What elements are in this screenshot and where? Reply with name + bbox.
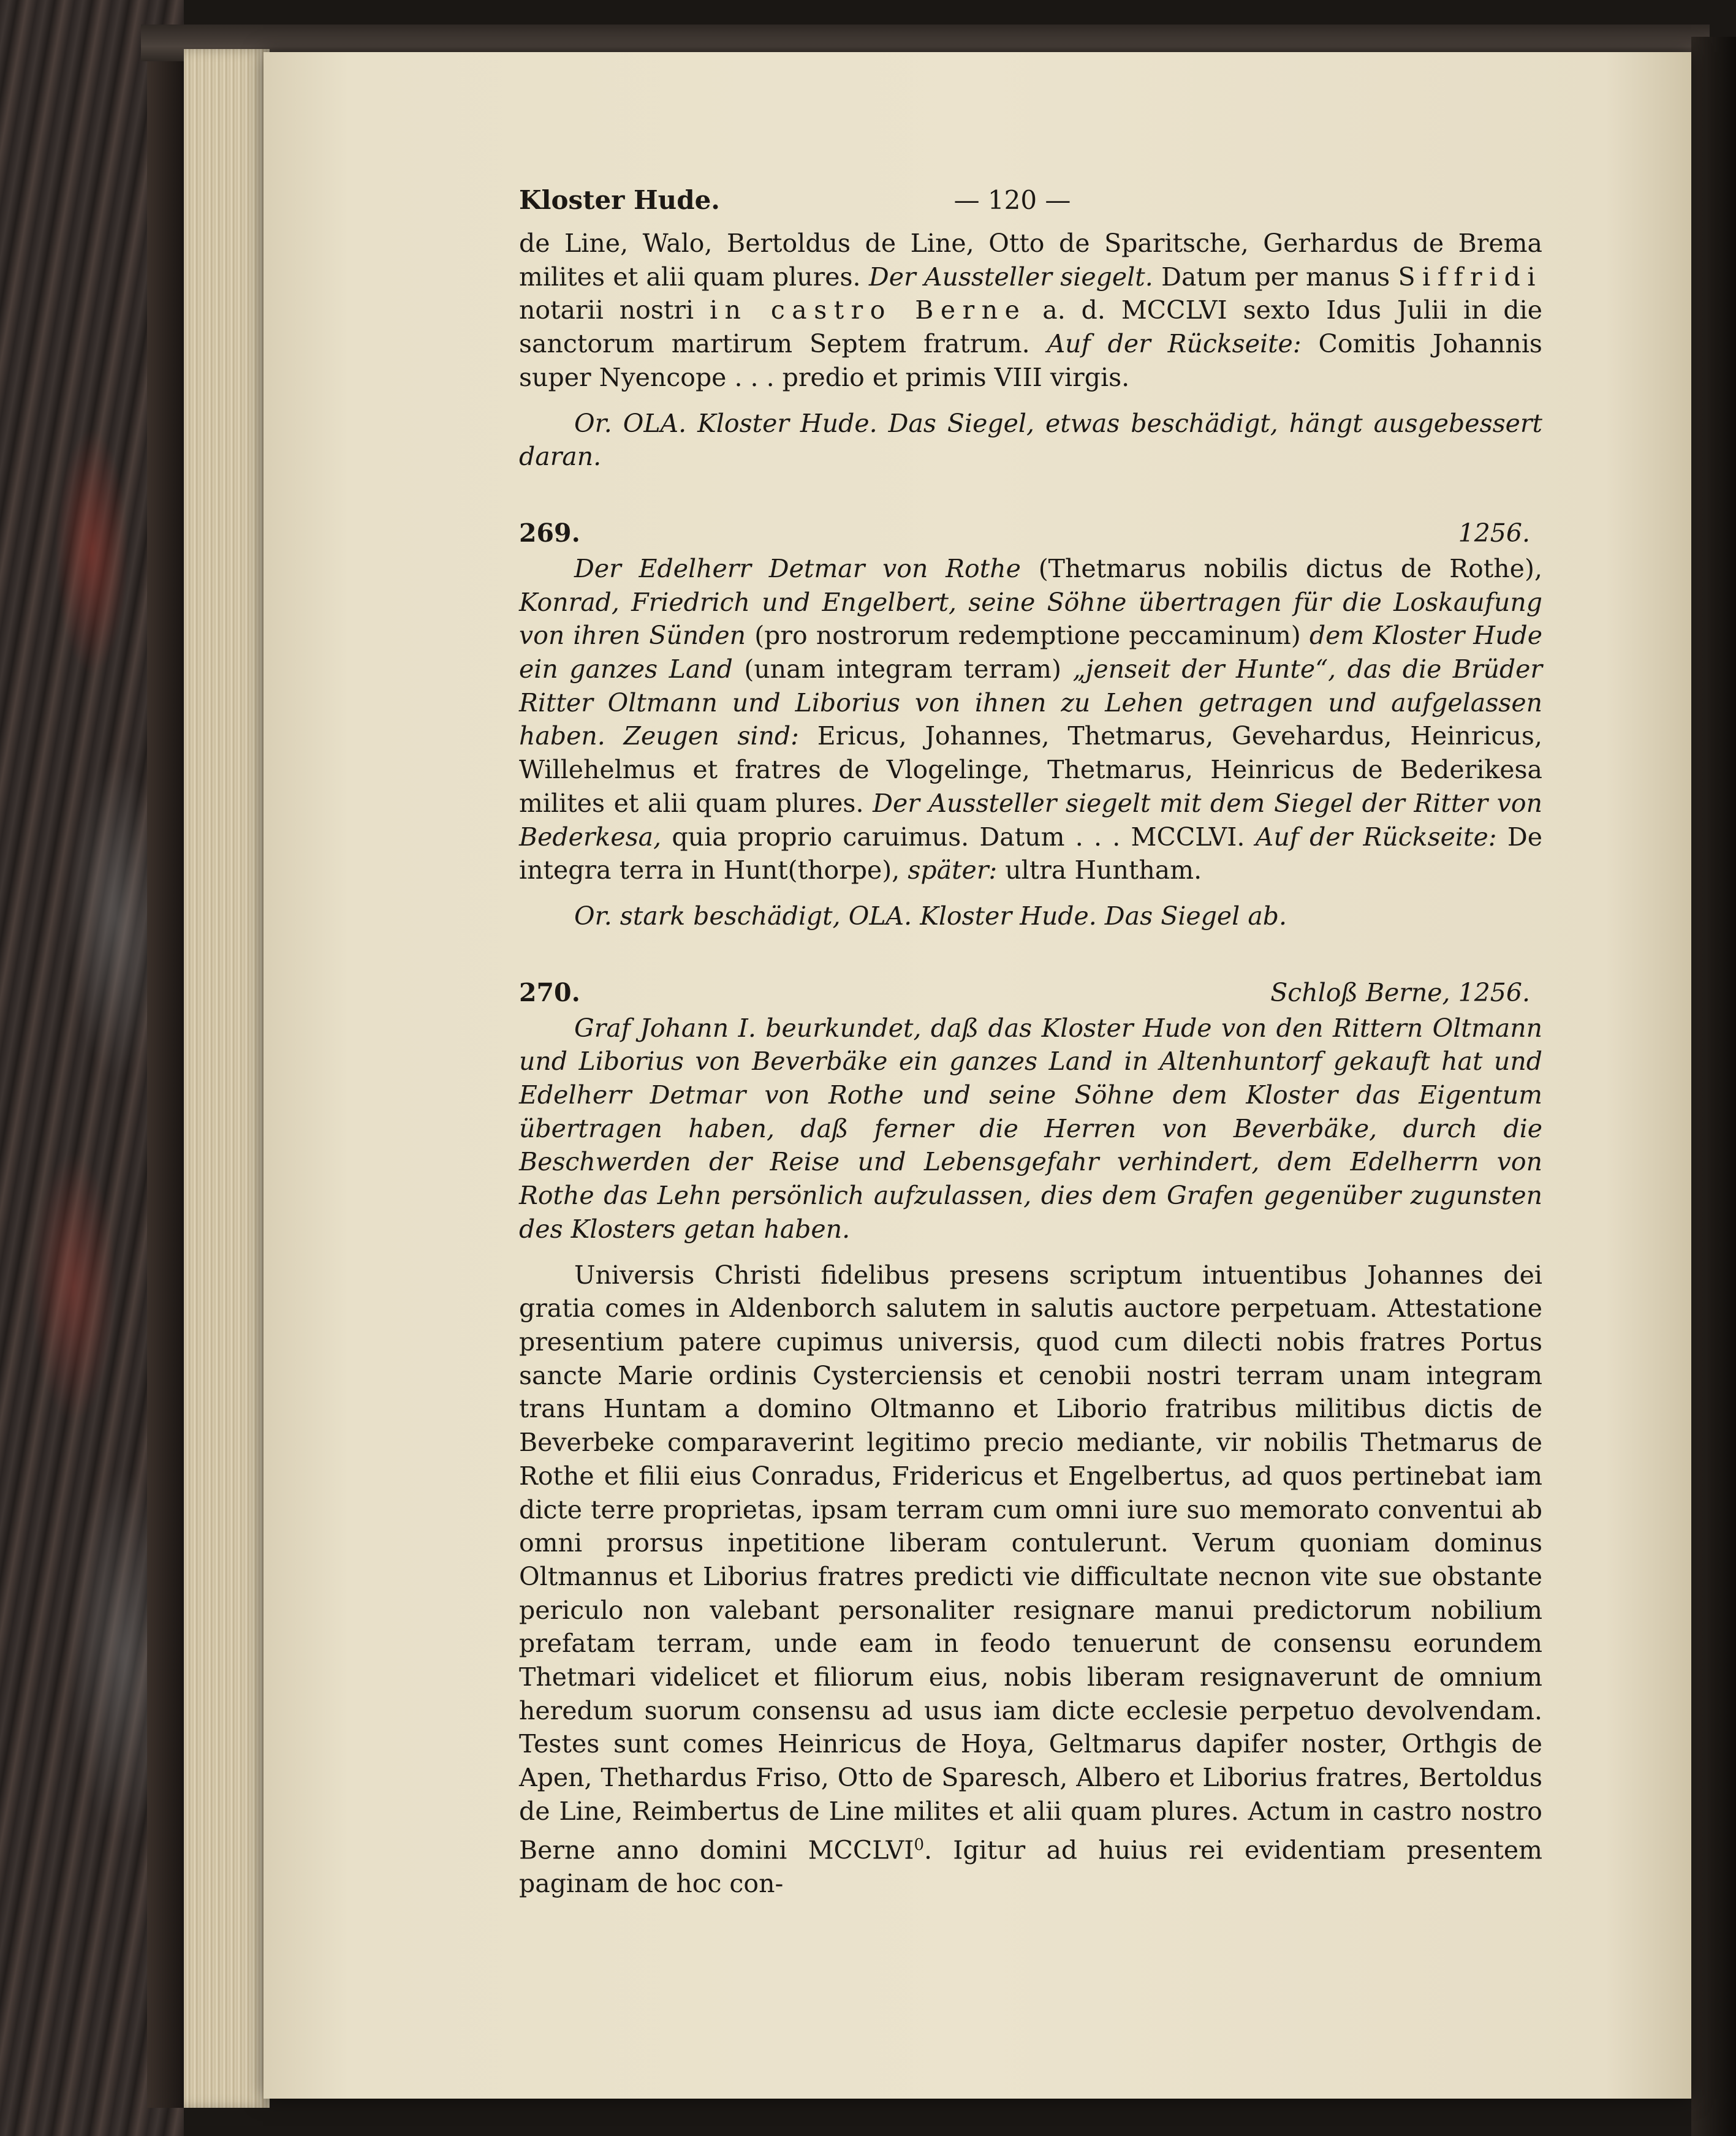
doc269-source-note: Or. stark beschädigt, OLA. Kloster Hude. Das Siegel ab. [574,901,1287,931]
doc270-heading [519,976,1542,1012]
doc270-date: Schloß Berne, 1256. [1270,977,1530,1007]
doc268-source-note: Or. OLA. Kloster Hude. Das Siegel, etwas beschädigt, hängt ausgebessert daran. [519,408,1542,472]
doc269-heading [519,517,1542,552]
doc268-spaced-place: in castro Berne [709,295,1027,325]
doc269-r13: später: [908,855,998,885]
doc269-r9: Der Aussteller siegelt mit dem Siegel der Ritter von Bederkesa, [519,788,1542,852]
doc269-regest [519,552,1542,887]
doc268-text-4: a. d. MCCLVI sexto Idus Julii in die sanctorum martirum Septem fratrum. [519,295,1542,359]
doc270-text-sup: 0 [914,1835,925,1854]
doc270-text [519,1259,1542,1901]
doc268-text-1: de Line, Walo, Bertoldus de Line, Otto de Sparitsche, Gerhardus de Brema milites et alii quam plures. [519,229,1542,292]
page-content [519,184,1542,1901]
doc269-r10: quia proprio caruimus. Datum . . . MCCLVI. [672,822,1245,852]
doc269-number: 269. [519,518,580,548]
doc269-r4: (pro nostrorum redemptione peccaminum) [754,621,1301,651]
doc269-r11: Auf der Rückseite: [1255,822,1497,852]
doc269-r6: (unam integram terram) [744,654,1061,684]
doc269-r14: ultra Huntham. [1005,855,1202,885]
doc269-date: 1256. [1458,518,1530,548]
doc269-r12: De integra terra in Hunt(thorpe), [519,822,1542,885]
doc269-r7: „jenseit der Hunte“, das die Brüder Ritter Oltmann und Liborius von ihnen zu Lehen getragen und aufgelassen haben. Zeugen sind: [519,654,1542,751]
doc268-text [519,227,1542,395]
doc270-text-b: . Igitur ad huius rei evidentiam presentem paginam de hoc con- [519,1835,1542,1898]
doc269-r2: (Thetmarus nobilis dictus de Rothe), [1038,553,1542,583]
running-title: Kloster Hude. [519,185,720,215]
doc268-spaced-name: Siffridi [1398,262,1542,292]
page-number: — 120 — [953,185,1071,215]
doc270-text-a: Universis Christi fidelibus presens scriptum intuentibus Johannes dei gratia comes in Aldenborch salutem in salutis auctore perpetuam. Attestatione presentium patere cupimus universis, quod cum dilecti nobis fratres Portus sancte Marie ordinis Cysterciensis et cenobii nostri terram unam integram trans Huntam a domino Oltmanno et Liborio fratribus militibus dictis de Beverbeke comparaverint legitimo precio mediante, vir nobilis Thetmarus de Rothe et filii eius Conradus, Fridericus et Engelbertus, ad quos pertinebat iam dicte terre proprietas, ipsam terram cum omni iure suo memorato conventui ab omni prorsus inpetitione liberam contulerunt. Verum quoniam dominus Oltmannus et Liborius fratres predicti vie difficultate necnon vite sue obstante periculo non valebant personaliter resignare manui predictorum nobilium prefatam terram, unde eam in feodo tenuerunt de consensu eorundem Thetmari videlicet et filiorum eius, nobis liberam resignaverunt de omnium heredum suorum consensu ad usus iam dicte ecclesie perpetuo devolvendam. Testes sunt comes Heinricus de Hoya, Geltmarus dapifer noster, Orthgis de Apen, Thethardus Friso, Otto de Sparesch, Albero et Liborius fratres, Bertoldus de Line, Reimbertus de Line milites et alii quam plures. Actum in castro nostro Berne anno domini MCCLVI [519,1260,1542,1865]
doc268-text-3: notarii nostri [519,295,694,325]
doc268-seal-note: Der Aussteller siegelt. [868,262,1153,292]
page-stack-edges [184,49,270,2108]
doc269-r8: Ericus, Johannes, Thetmarus, Gevehardus, Heinricus, Willehelmus et fratres de Vlogelinge, Thetmarus, Heinricus de Bederikesa milites et alii quam plures. [519,721,1542,818]
doc268-text-2: Datum per manus [1161,262,1390,292]
doc269-r1: Der Edelherr Detmar von Rothe [574,553,1021,583]
doc268-dorsal-label: Auf der Rückseite: [1047,329,1302,359]
doc269-r3: Konrad, Friedrich und Engelbert, seine Söhne übertragen für die Loskaufung von ihren Sünden [519,587,1542,651]
page-header [519,184,1542,227]
doc269-r5: dem Kloster Hude ein ganzes Land [519,621,1542,684]
doc270-number: 270. [519,977,580,1007]
doc270-regest: Graf Johann I. beurkundet, daß das Kloster Hude von den Rittern Oltmann und Liborius von Beverbäke ein ganzes Land in Altenhuntorf gekauft hat und Edelherr Detmar von Rothe und seine Söhne dem Kloster das Eigentum übertragen haben, daß ferner die Herren von Beverbäke, durch die Beschwerden der Reise und Lebensgefahr verhindert, dem Edelherrn von Rothe das Lehn persönlich aufzulassen, dies dem Grafen gegenüber zugunsten des Klosters getan haben. [519,1013,1542,1244]
doc268-dorsal-text: Comitis Johannis super Nyencope . . . predio et primis VIII virgis. [519,329,1542,392]
right-cover-edge [1691,37,1736,2136]
